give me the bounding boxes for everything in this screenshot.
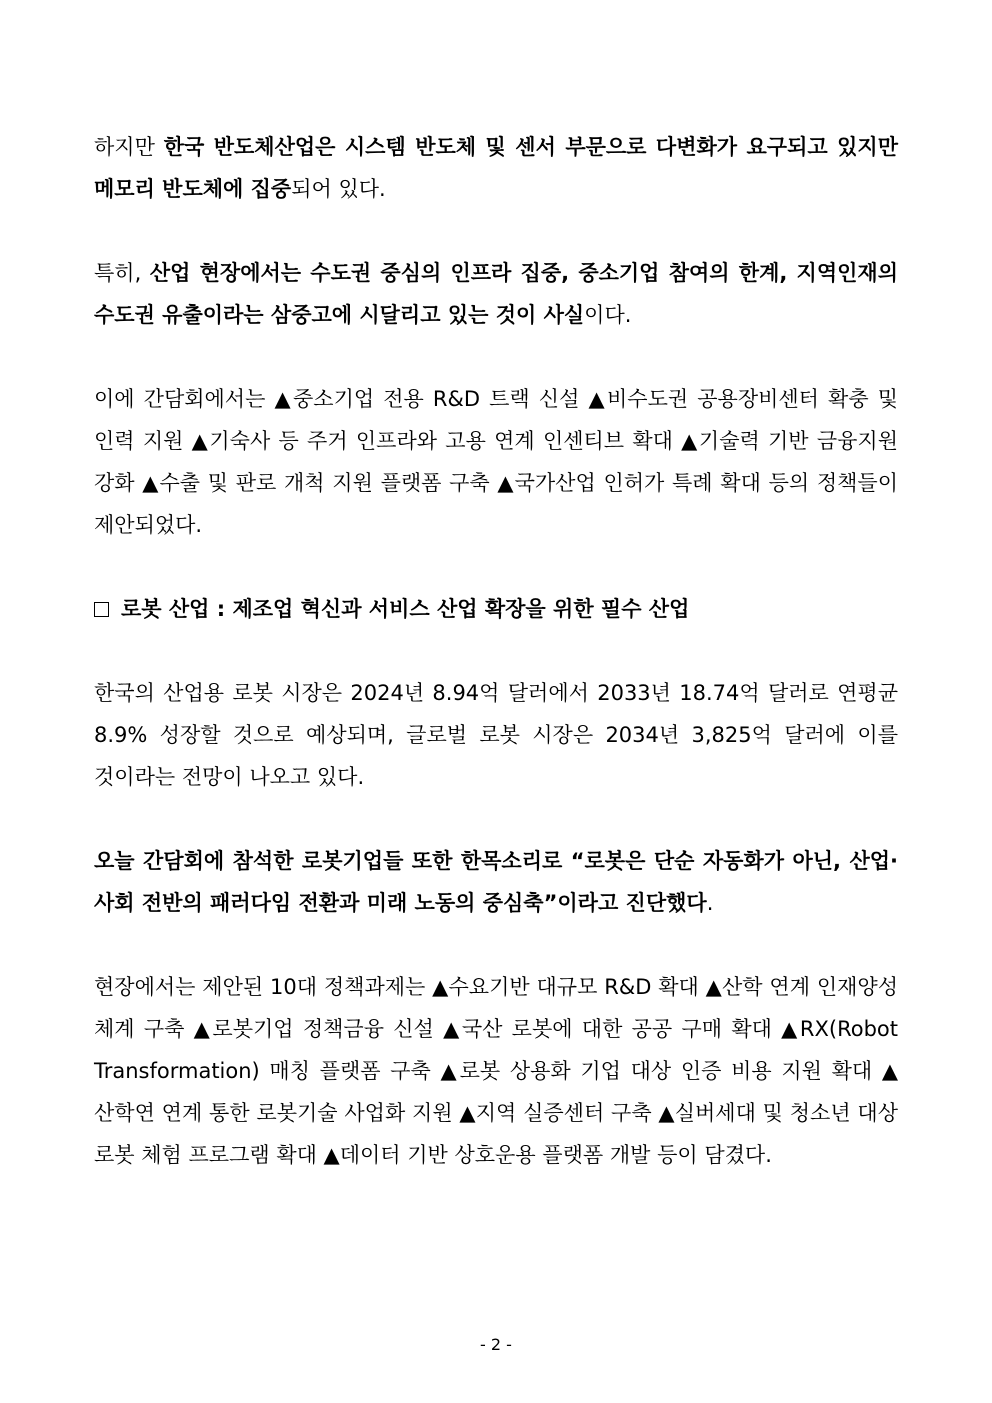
paragraph-bold-text: 오늘 간담회에 참석한 로봇기업들 또한 한목소리로 “로봇은 단순 자동화가 아닌, 산업·사회 전반의 패러다임 전환과 미래 노동의 중심축”이라고 진단했다 (94, 849, 898, 915)
paragraph-bold-text: 한국 반도체산업은 시스템 반도체 및 센서 부문으로 다변화가 요구되고 있지만 메모리 반도체에 집중 (94, 135, 898, 201)
page-number: - 2 - (480, 1335, 512, 1354)
paragraph-robot-market-outlook: 한국의 산업용 로봇 시장은 2024년 8.94억 달러에서 2033년 18.74억 달러로 연평균 8.9% 성장할 것으로 예상되며, 글로벌 로봇 시장은 2034년 3,825억 달러에 이를 것이라는 전망이 나오고 있다. (94, 681, 898, 789)
paragraph-robot-companies-diagnosis (94, 840, 898, 924)
paragraph-policy-proposals: 이에 간담회에서는 ▲중소기업 전용 R&D 트랙 신설 ▲비수도권 공용장비센터 확충 및 인력 지원 ▲기숙사 등 주거 인프라와 고용 연계 인센티브 확대 ▲기술력 기반 금융지원 강화 ▲수출 및 판로 개척 지원 플랫폼 구축 ▲국가산업 인허가 특례 확대 등의 정책들이 제안되었다. (94, 387, 898, 537)
section-heading-robot-industry (94, 594, 898, 624)
paragraph-text: 특히, (94, 261, 150, 285)
paragraph-text: 이다. (584, 303, 632, 327)
paragraph-ten-policy-tasks: 현장에서는 제안된 10대 정책과제는 ▲수요기반 대규모 R&D 확대 ▲산학 연계 인재양성 체계 구축 ▲로봇기업 정책금융 신설 ▲국산 로봇에 대한 공공 구매 확대 ▲RX(Robot Transformation) 매칭 플랫폼 구축 ▲로봇 상용화 기업 대상 인증 비용 지원 확대 ▲산학연 연계 통한 로봇기술 사업화 지원 ▲지역 실증센터 구축 ▲실버세대 및 청소년 대상 로봇 체험 프로그램 확대 ▲데이터 기반 상호운용 플랫폼 개발 등이 담겼다. (94, 975, 898, 1167)
section-heading-text: 로봇 산업 : 제조업 혁신과 서비스 산업 확장을 위한 필수 산업 (121, 597, 690, 621)
paragraph-triple-hardship (94, 252, 898, 336)
paragraph-text: 하지만 (94, 135, 164, 159)
paragraph-bold-text: 산업 현장에서는 수도권 중심의 인프라 집중, 중소기업 참여의 한계, 지역인재의 수도권 유출이라는 삼중고에 시달리고 있는 것이 사실 (94, 261, 898, 327)
paragraph-text: . (706, 891, 714, 915)
paragraph-text: 되어 있다. (291, 177, 386, 201)
checkbox-square-icon (94, 602, 109, 617)
paragraph-semiconductor-diversification (94, 126, 898, 210)
